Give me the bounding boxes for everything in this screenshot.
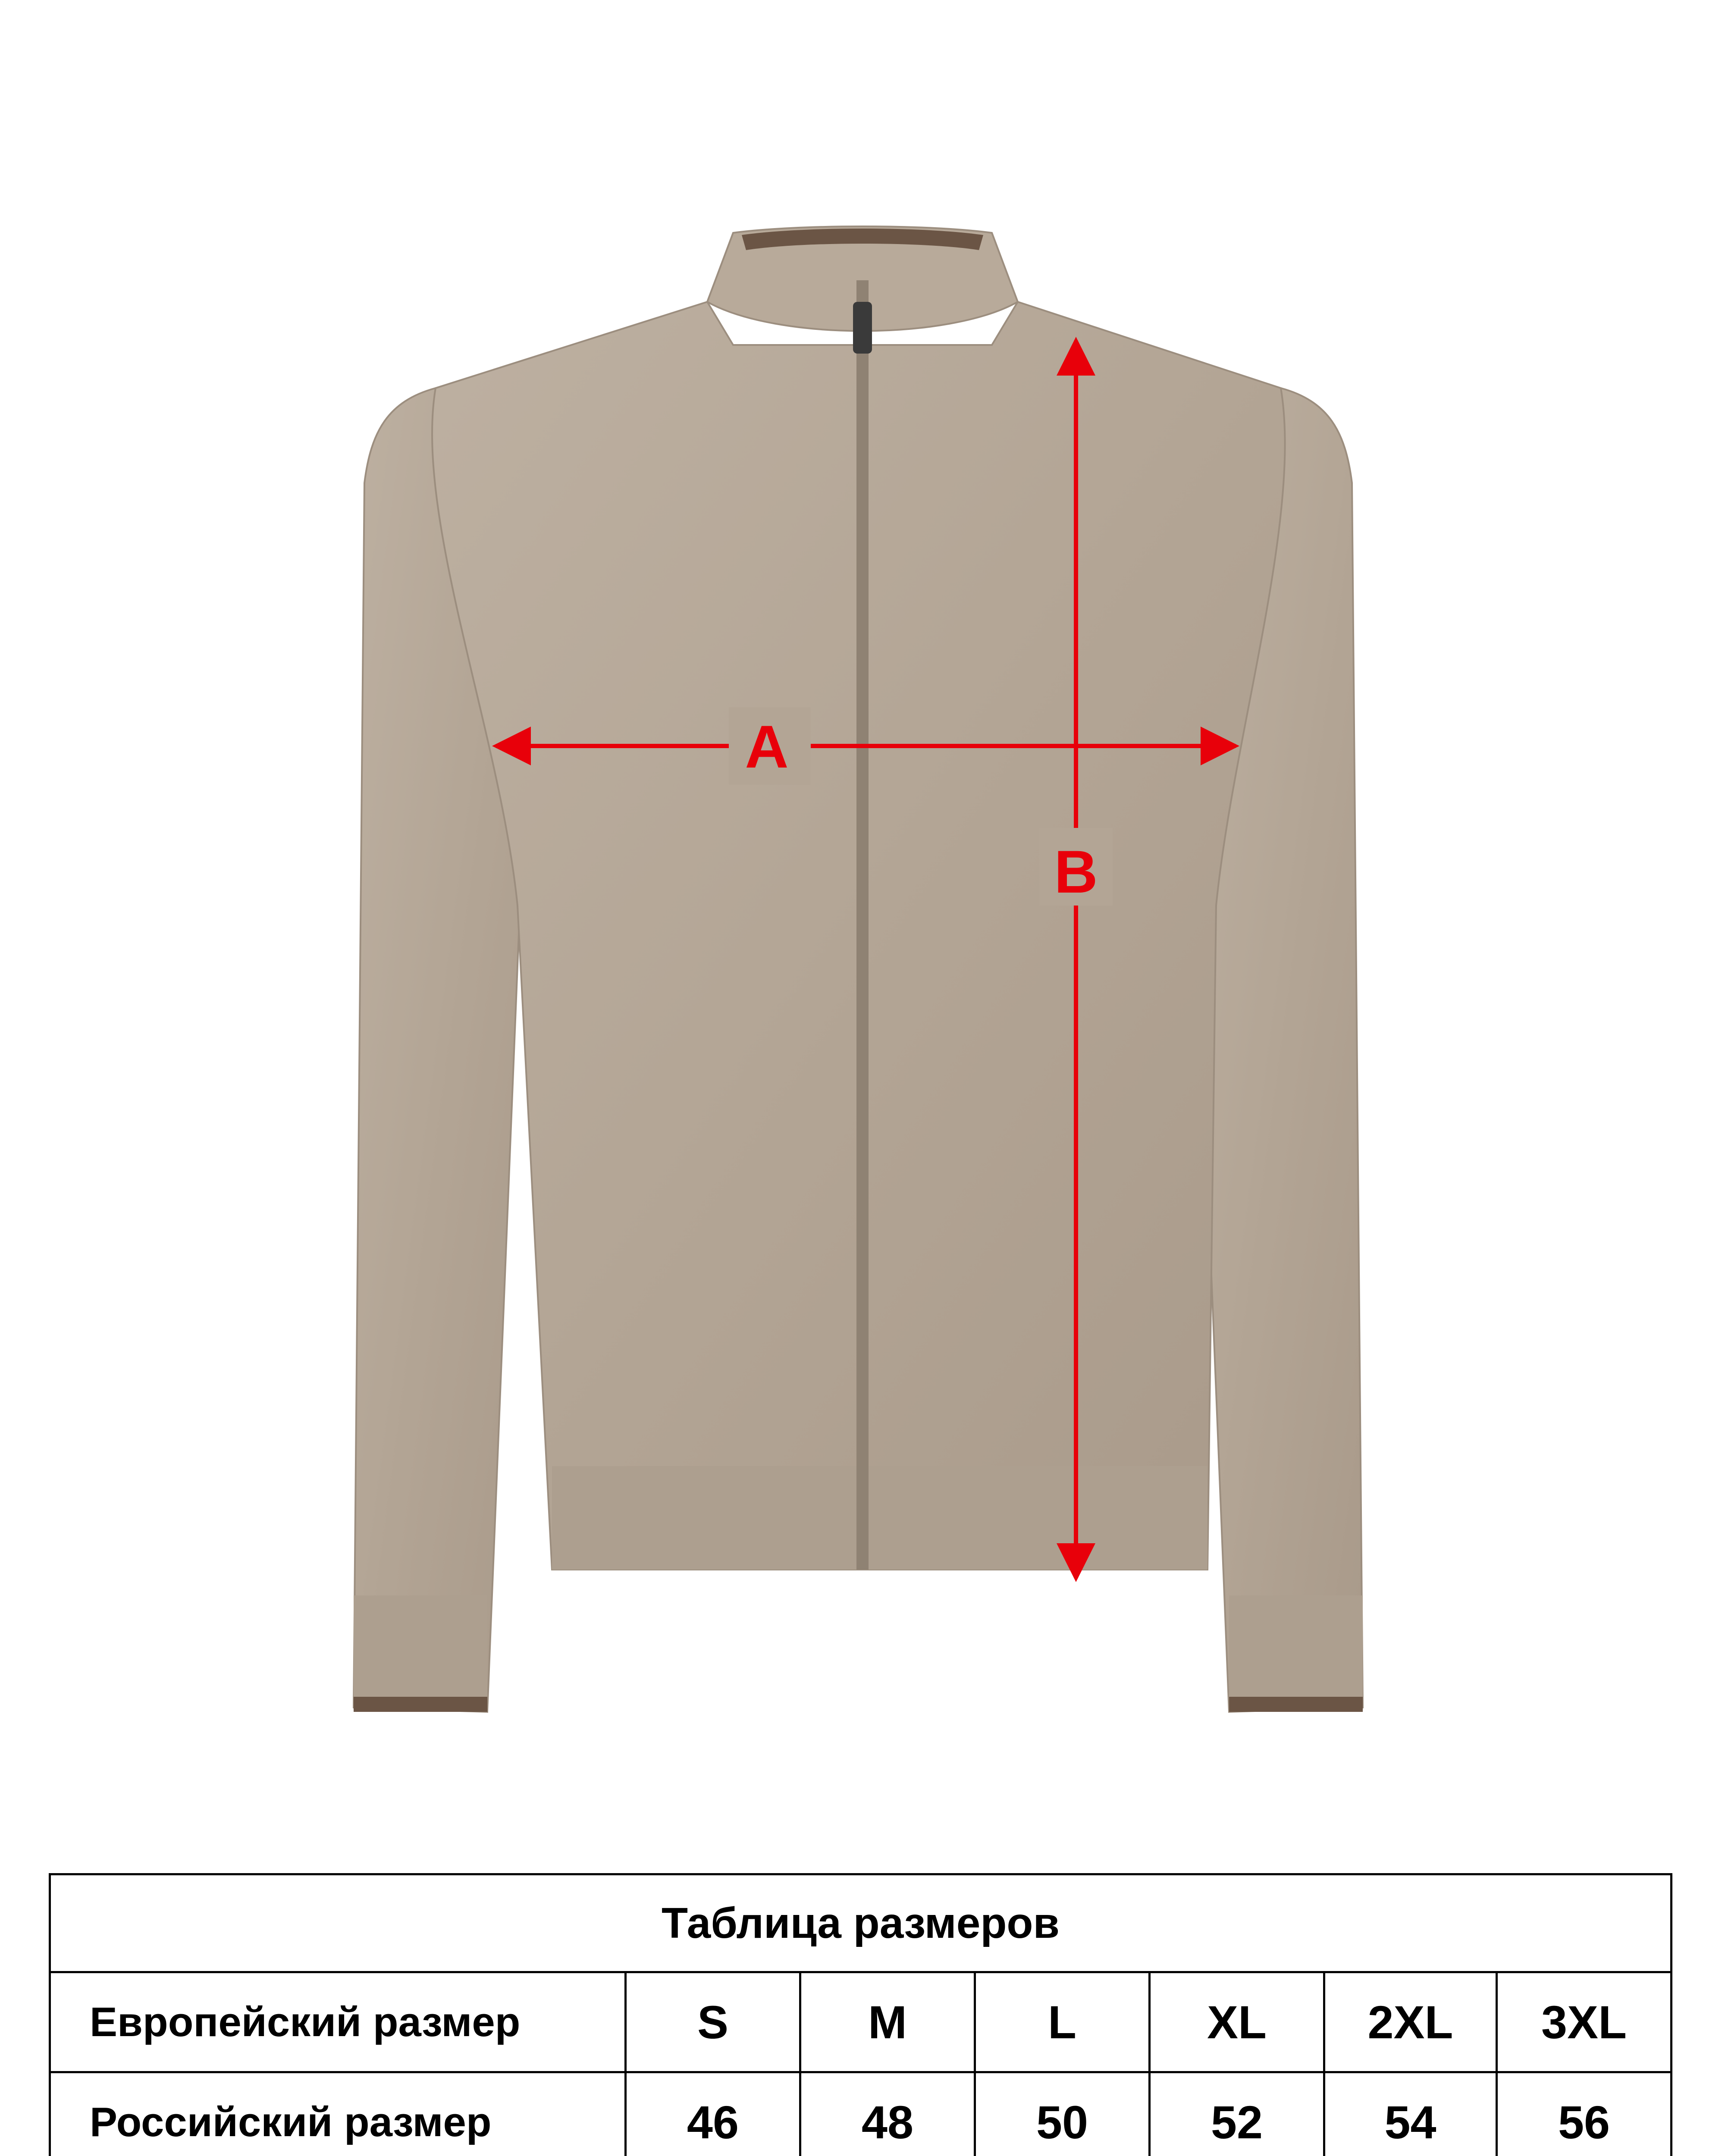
hem-rib (552, 1466, 1208, 1570)
table-cell: 3XL (1497, 1972, 1672, 2072)
marker-label-b: B (1054, 838, 1098, 906)
marker-label-a: A (745, 713, 789, 780)
table-cell: M (800, 1972, 975, 2072)
table-title-row (50, 1874, 1672, 1972)
table-cell: 46 (626, 2072, 800, 2156)
table-cell: L (975, 1972, 1150, 2072)
size-chart-table (49, 1873, 1672, 2156)
table-cell: 2XL (1324, 1972, 1497, 2072)
right-cuff-trim (1229, 1697, 1363, 1712)
row-label: Российский размер (50, 2072, 626, 2156)
table-cell: 54 (1324, 2072, 1497, 2156)
zipper-pull (853, 302, 872, 354)
table-cell: 56 (1497, 2072, 1672, 2156)
table-cell: 48 (800, 2072, 975, 2156)
table-row (50, 1972, 1672, 2072)
left-cuff (354, 1595, 487, 1712)
table-cell: XL (1150, 1972, 1324, 2072)
table-cell: S (626, 1972, 800, 2072)
table-title: Таблица размеров (50, 1874, 1672, 1972)
table-cell: 50 (975, 2072, 1150, 2156)
table-row (50, 2072, 1672, 2156)
right-cuff (1229, 1595, 1363, 1712)
table-cell: 52 (1150, 2072, 1324, 2156)
left-cuff-trim (354, 1697, 487, 1712)
row-label: Европейский размер (50, 1972, 626, 2072)
